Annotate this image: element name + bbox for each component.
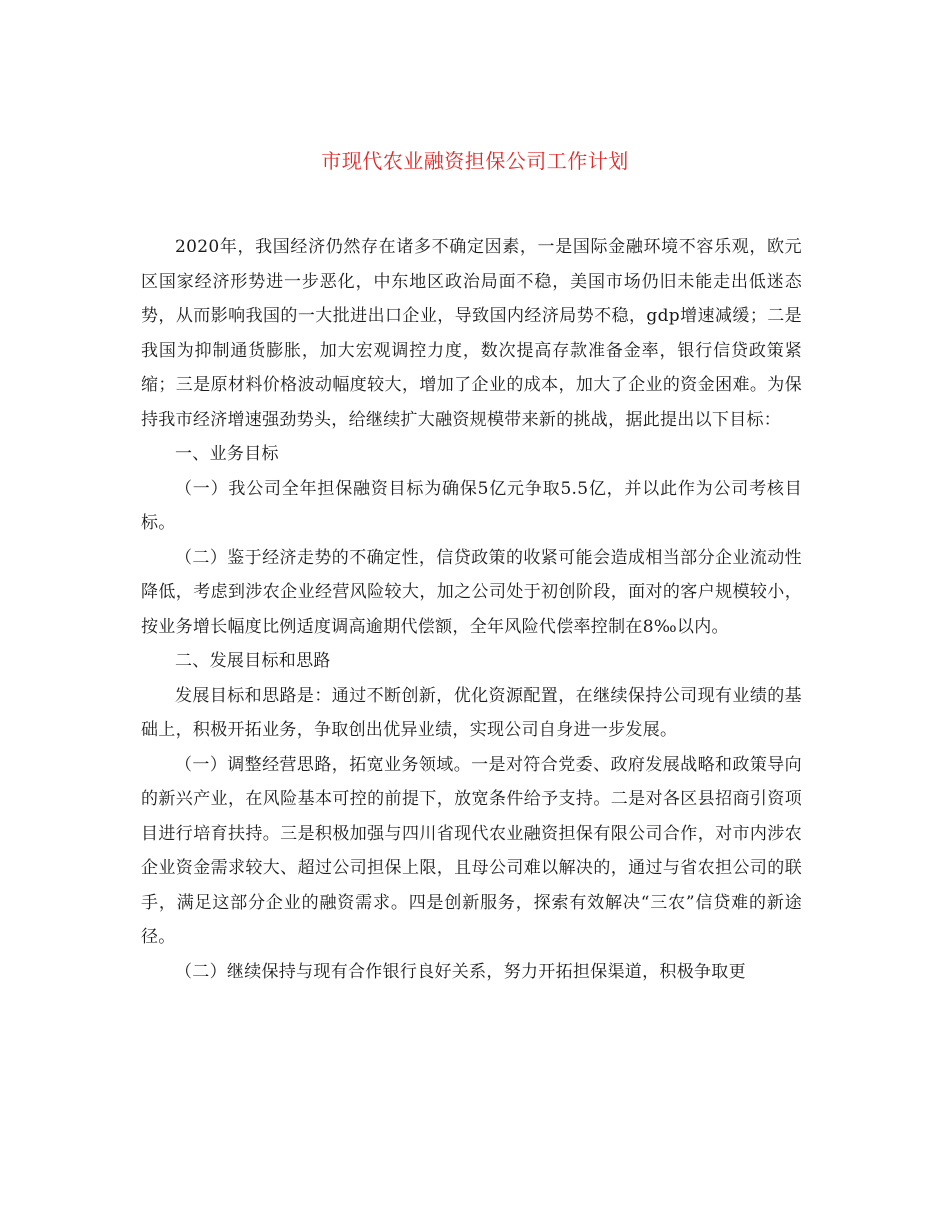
paragraph-intro: 2020年，我国经济仍然存在诸多不确定因素，一是国际金融环境不容乐观，欧元区国家经济形势进一步恶化，中东地区政治局面不稳，美国市场仍旧未能走出低迷态势，从而影响我国的一大批进出口企业，导致国内经济局势不稳，gdp增速减缓；二是我国为抑制通货膨胀，加大宏观调控力度，数次提高存款准备金率，银行信贷政策紧缩；三是原材料价格波动幅度较大，增加了企业的成本，加大了企业的资金困难。为保持我市经济增速强劲势头，给继续扩大融资规模带来新的挑战，据此提出以下目标： xyxy=(141,237,802,430)
paragraph-development-1: （一）调整经营思路，拓宽业务领域。一是对符合党委、政府发展战略和政策导向的新兴产业，在风险基本可控的前提下，放宽条件给予支持。二是对各区县招商引资项目进行培育扶持。三是积极加强与四川省现代农业融资担保有限公司合作，对市内涉农企业资金需求较大、超过公司担保上限，且母公司难以解决的，通过与省农担公司的联手，满足这部分企业的融资需求。四是创新服务，探索有效解决“三农”信贷难的新途径。 xyxy=(141,754,802,947)
paragraph-development-2: （二）继续保持与现有合作银行良好关系，努力开拓担保渠道，积极争取更 xyxy=(175,961,746,982)
heading-development-goals: 二、发展目标和思路 xyxy=(175,651,331,671)
heading-business-goals: 一、业务目标 xyxy=(175,444,279,464)
document-title: 市现代农业融资担保公司工作计划 xyxy=(321,149,629,173)
paragraph-development-overview: 发展目标和思路是：通过不断创新，优化资源配置，在继续保持公司现有业绩的基础上，积极开拓业务，争取创出优异业绩，实现公司自身进一步发展。 xyxy=(141,685,802,740)
document-body xyxy=(141,230,802,989)
paragraph-goal-1: （一）我公司全年担保融资目标为确保5亿元争取5.5亿，并以此作为公司考核目标。 xyxy=(141,478,802,533)
paragraph-goal-2: （二）鉴于经济走势的不确定性，信贷政策的收紧可能会造成相当部分企业流动性降低，考虑到涉农企业经营风险较大，加之公司处于初创阶段，面对的客户规模较小，按业务增长幅度比例适度调高逾期代偿额，全年风险代偿率控制在8‰以内。 xyxy=(141,547,802,637)
